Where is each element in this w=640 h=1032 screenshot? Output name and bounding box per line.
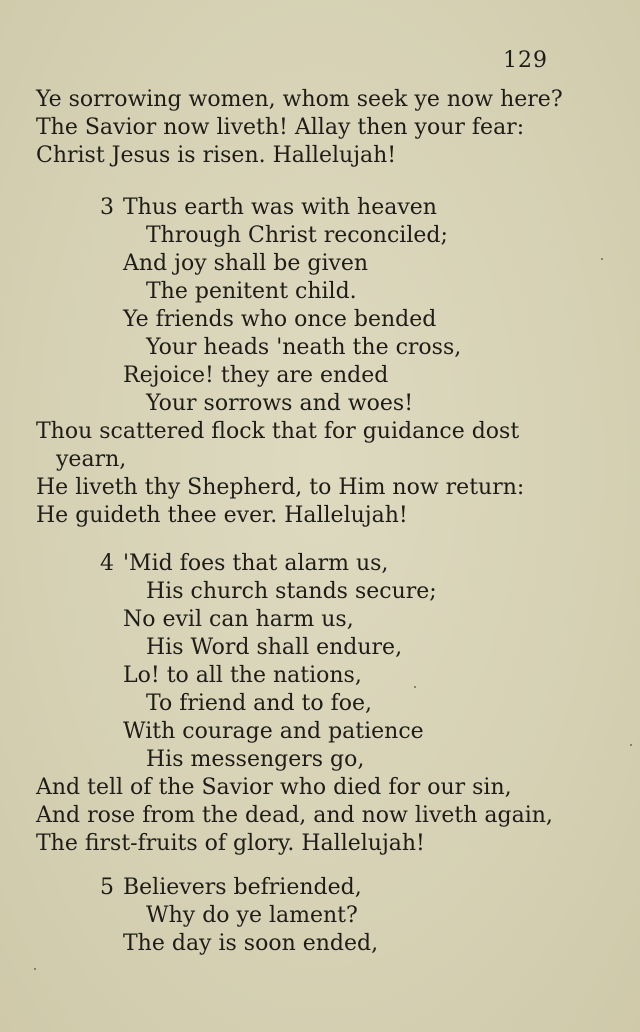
verse-line: Thou scattered flock that for guidance dost bbox=[36, 419, 520, 444]
verse-line: Rejoice! they are ended bbox=[123, 363, 389, 388]
verse-line: Ye sorrowing women, whom seek ye now here? bbox=[36, 87, 563, 112]
verse-line: His church stands secure; bbox=[146, 579, 437, 604]
verse-line: He guideth thee ever. Hallelujah! bbox=[36, 503, 408, 528]
verse-line: And tell of the Savior who died for our sin, bbox=[36, 775, 512, 800]
verse-line: No evil can harm us, bbox=[123, 607, 354, 632]
verse-line: Christ Jesus is risen. Hallelujah! bbox=[36, 143, 397, 168]
verse-line: Ye friends who once bended bbox=[123, 307, 437, 332]
verse-line: His Word shall endure, bbox=[146, 635, 403, 660]
verse-line: And rose from the dead, and now liveth again, bbox=[36, 803, 553, 828]
verse-line: With courage and patience bbox=[123, 719, 424, 744]
verse-line: The penitent child. bbox=[146, 279, 357, 304]
verse-line: Through Christ reconciled; bbox=[146, 223, 448, 248]
verse-line: Thus earth was with heaven bbox=[123, 195, 437, 220]
verse-line: The day is soon ended, bbox=[123, 931, 379, 956]
stanza-number: 5 bbox=[100, 875, 114, 900]
verse-line: The Savior now liveth! Allay then your fear: bbox=[36, 115, 525, 140]
stanza-number: 4 bbox=[100, 551, 114, 576]
verse-line: He liveth thy Shepherd, to Him now return: bbox=[36, 475, 525, 500]
verse-line: 'Mid foes that alarm us, bbox=[123, 551, 389, 576]
paper-speck bbox=[630, 744, 632, 746]
verse-line: Your sorrows and woes! bbox=[146, 391, 414, 416]
page-number: 129 bbox=[503, 48, 548, 73]
paper-speck bbox=[601, 258, 603, 260]
verse-line: And joy shall be given bbox=[123, 251, 369, 276]
verse-line: Your heads 'neath the cross, bbox=[146, 335, 462, 360]
verse-line: Lo! to all the nations, bbox=[123, 663, 362, 688]
verse-line: yearn, bbox=[56, 447, 127, 472]
verse-line: Why do ye lament? bbox=[146, 903, 358, 928]
paper-speck bbox=[414, 686, 416, 688]
verse-line: Believers befriended, bbox=[123, 875, 362, 900]
paper-speck bbox=[34, 968, 36, 970]
verse-line: To friend and to foe, bbox=[146, 691, 373, 716]
verse-line: His messengers go, bbox=[146, 747, 365, 772]
verse-line: The first-fruits of glory. Hallelujah! bbox=[36, 831, 425, 856]
stanza-number: 3 bbox=[100, 195, 114, 220]
